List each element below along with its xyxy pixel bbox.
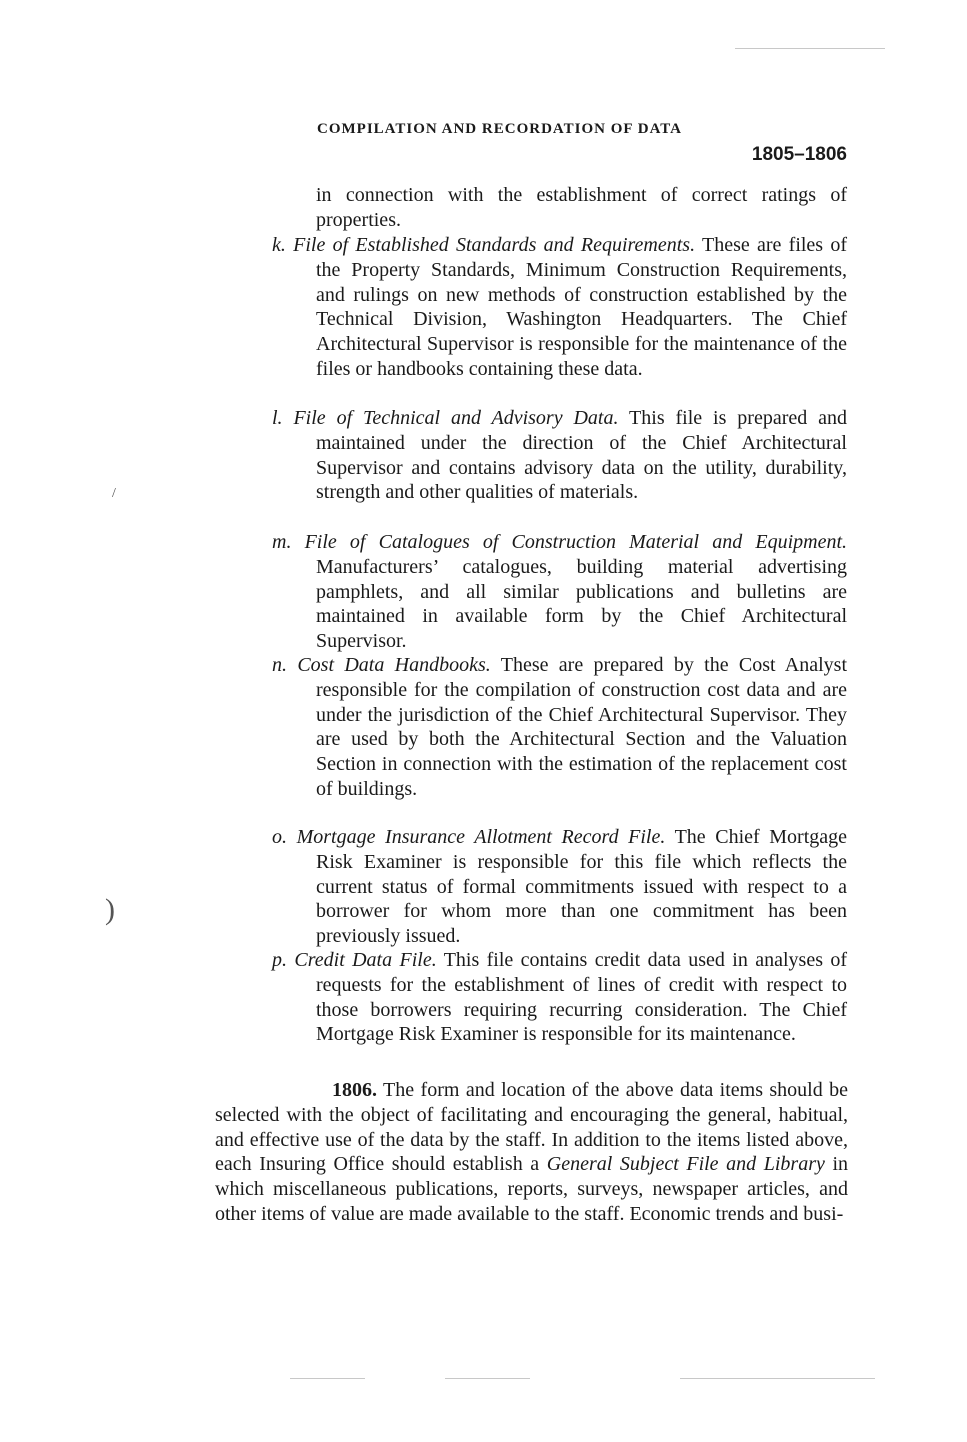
scan-rule-bottom-3 <box>680 1378 875 1379</box>
list-item-k <box>272 233 847 382</box>
list-item-o <box>272 825 848 949</box>
section-1806-paragraph <box>215 1078 848 1227</box>
section-italic-phrase: General Subject File and Library <box>546 1153 825 1176</box>
item-title: Credit Data File. <box>294 949 437 971</box>
running-head: COMPILATION AND RECORDATION OF DATA <box>317 121 683 137</box>
item-title: File of Catalogues of Construction Material and Equipment. <box>304 531 848 553</box>
scan-rule-bottom-1 <box>290 1378 365 1379</box>
section-number: 1806. <box>332 1079 377 1101</box>
item-letter: m. <box>272 531 292 553</box>
item-title: Mortgage Insurance Allotment Record File. <box>296 826 666 848</box>
item-body: The Chief Mortgage Risk Examiner is responsible for this file which reflects the current status of formal commitments issued with respect to a borrower for whom more than one commitment has been previously issued. <box>316 826 848 948</box>
item-letter: o. <box>272 826 287 848</box>
margin-mark-small: / <box>112 486 116 501</box>
list-item-p <box>272 948 848 1047</box>
item-title: Cost Data Handbooks. <box>297 654 491 676</box>
section-text-after: in which miscellaneous publications, reports, surveys, newspaper articles, and other items of value are made available to the staff. Economic trends and busi- <box>215 1153 849 1225</box>
item-letter: n. <box>272 654 287 676</box>
item-body: This file is prepared and maintained under the direction of the Chief Architectural Supervisor and contains advisory data on the utility, durability, strength and other qualities of materials. <box>316 407 848 504</box>
item-letter: p. <box>272 949 287 971</box>
section-text-before: The form and location of the above data items should be selected with the object of facilitating and encouraging the general, habitual, and effective use of the data by the staff. In addition to the items listed above, each Insuring Office should establish a <box>215 1079 849 1176</box>
scan-rule-top <box>735 48 885 49</box>
scan-rule-bottom-2 <box>445 1378 530 1379</box>
item-body: This file contains credit data used in analyses of requests for the establishment of lines of credit with respect to those borrowers requiring recurring consideration. The Chief Mortgage Risk Examiner is responsible for its maintenance. <box>316 949 848 1046</box>
item-body: These are files of the Property Standards, Minimum Construction Requirements, and rulings on new methods of construction established by the Technical Division, Washington Headquarters. The Chief Architectural Supervisor is responsible for the maintenance of the files or handbooks containing these data. <box>316 234 847 380</box>
item-letter: l. <box>272 407 283 429</box>
list-item-m <box>272 530 848 654</box>
continuation-paragraph: in connection with the establishment of correct ratings of properties. <box>316 184 847 231</box>
margin-mark-paren: ) <box>105 893 115 926</box>
item-letter: k. <box>272 234 286 256</box>
list-item-l <box>272 406 848 505</box>
list-item-n <box>272 653 848 802</box>
item-title: File of Established Standards and Requirements. <box>293 234 696 256</box>
item-body: These are prepared by the Cost Analyst responsible for the compilation of construction cost data and are under the jurisdiction of the Chief Architectural Supervisor. They are used by both the Architectural Section and the Valuation Section in connection with the estimation of the replacement cost of buildings. <box>316 654 848 800</box>
section-range: 1805–1806 <box>751 144 847 165</box>
item-title: File of Technical and Advisory Data. <box>293 407 619 429</box>
item-body: Manufacturers’ catalogues, building material advertising pamphlets, and all similar publications and bulletins are maintained in available form by the Chief Architectural Supervisor. <box>316 555 847 653</box>
